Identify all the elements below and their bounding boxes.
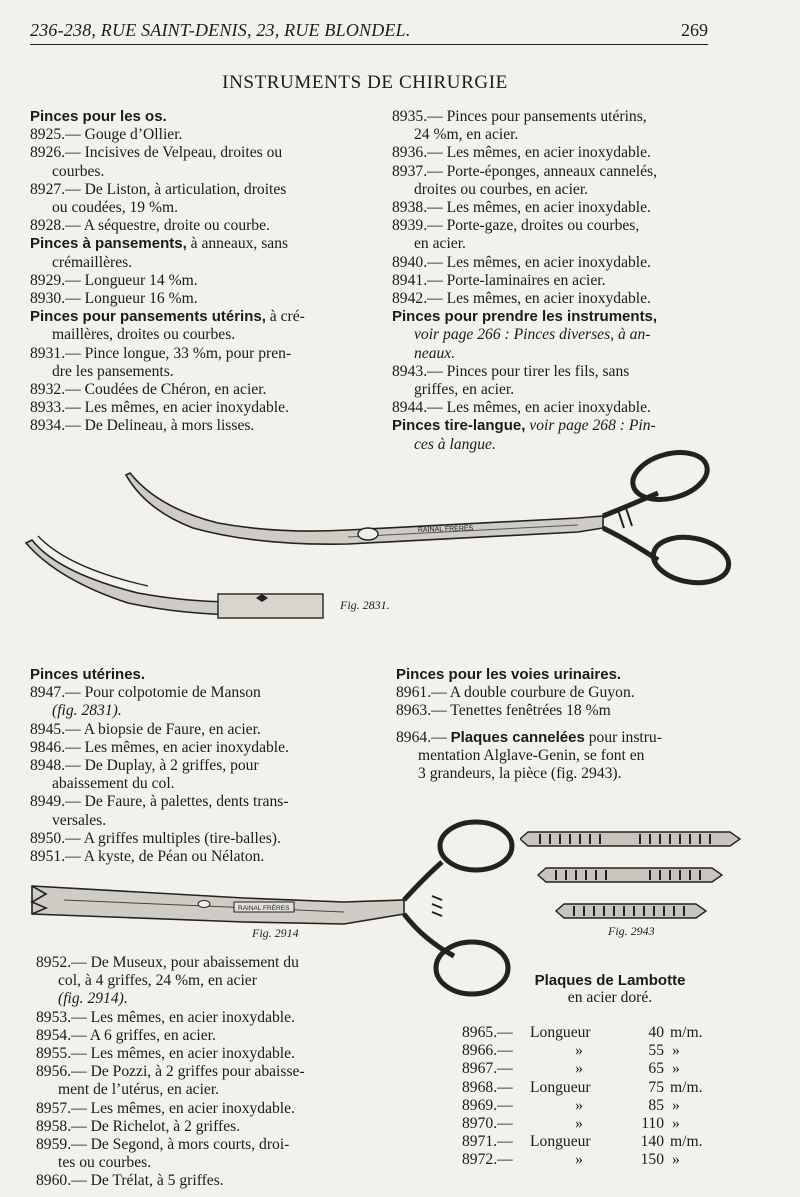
plaque-number: 8965.— bbox=[462, 1024, 513, 1041]
page-title: INSTRUMENTS DE CHIRURGIE bbox=[222, 72, 508, 93]
figure-caption: Fig. 2943 bbox=[608, 924, 655, 938]
plaque-unit: » bbox=[672, 1096, 680, 1114]
section-heading: Pinces à pansements, bbox=[30, 235, 187, 253]
section-heading: Pinces utérines. bbox=[30, 666, 146, 683]
plaque-number: 8966.— bbox=[462, 1042, 513, 1060]
catalog-entry: 8955.— Les mêmes, en acier inoxydable. bbox=[36, 1045, 295, 1063]
plaque-value: 55 bbox=[648, 1042, 664, 1060]
plaque-row bbox=[462, 1097, 712, 1115]
plaque-row bbox=[462, 1024, 712, 1042]
plate-long bbox=[520, 832, 740, 846]
entry-number: 8964.— bbox=[396, 728, 451, 746]
plaque-row bbox=[462, 1115, 712, 1133]
catalog-entry: 8929.— Longueur 14 %m. bbox=[30, 271, 198, 289]
figure-reference: (fig. 2831). bbox=[52, 702, 122, 720]
catalog-entry: 8934.— De Delineau, à mors lisses. bbox=[30, 417, 255, 435]
catalog-entry-cont: griffes, en acier. bbox=[414, 381, 515, 399]
plaque-value: 150 bbox=[640, 1151, 664, 1169]
cross-reference: voir page 266 : Pinces diverses, à an- bbox=[414, 326, 651, 344]
catalog-entry: 8954.— A 6 griffes, en acier. bbox=[36, 1026, 216, 1044]
catalog-entry-line bbox=[396, 729, 716, 747]
plaque-unit: » bbox=[672, 1115, 680, 1133]
plaque-number: 8969.— bbox=[462, 1096, 513, 1114]
plaque-number: 8971.— bbox=[462, 1133, 513, 1151]
catalog-entry: 8952.— De Museux, pour abaissement du bbox=[36, 954, 299, 971]
catalog-entry: 8942.— Les mêmes, en acier inoxydable. bbox=[392, 290, 651, 308]
section-heading: Pinces tire-langue, bbox=[392, 417, 526, 435]
figure-caption: Fig. 2914 bbox=[252, 926, 299, 940]
plaques-subtitle: en acier doré. bbox=[567, 989, 653, 1006]
cross-reference: ces à langue. bbox=[414, 435, 496, 453]
plaques-title: Plaques de Lambotte bbox=[534, 972, 686, 989]
catalog-entry-cont: crémaillères. bbox=[52, 253, 133, 271]
catalog-entry-cont: col, à 4 griffes, 24 %m, en acier bbox=[58, 972, 257, 990]
plaque-unit: » bbox=[672, 1151, 680, 1169]
page-number: 269 bbox=[681, 20, 708, 40]
catalog-entry: 8943.— Pinces pour tirer les fils, sans bbox=[392, 362, 630, 380]
catalog-entry-cont: abaissement du col. bbox=[52, 775, 175, 793]
plaque-unit: m/m. bbox=[670, 1024, 703, 1041]
plaque-label: Longueur bbox=[530, 1133, 591, 1151]
catalog-entry: 8930.— Longueur 16 %m. bbox=[30, 290, 198, 308]
plaque-row bbox=[462, 1151, 712, 1169]
catalog-entry: 8960.— De Trélat, à 5 griffes. bbox=[36, 1172, 224, 1190]
section-heading: Pinces pour les voies urinaires. bbox=[396, 666, 622, 683]
catalog-entry: 8949.— De Faure, à palettes, dents trans- bbox=[30, 793, 289, 811]
cross-reference: neaux. bbox=[414, 344, 456, 362]
mid-right-column bbox=[396, 666, 716, 783]
catalog-entry: 8957.— Les mêmes, en acier inoxydable. bbox=[36, 1099, 295, 1117]
plaques-header bbox=[500, 972, 720, 1007]
plaque-number: 8968.— bbox=[462, 1078, 513, 1096]
catalog-entry-cont: en acier. bbox=[414, 235, 466, 253]
plaques-list bbox=[462, 1024, 712, 1170]
catalog-entry: 8931.— Pince longue, 33 %m, pour pren- bbox=[30, 344, 292, 362]
catalog-entry-cont: ou coudées, 19 %m. bbox=[52, 199, 179, 217]
plaque-row bbox=[462, 1060, 712, 1078]
catalog-entry: 8927.— De Liston, à articulation, droites bbox=[30, 180, 287, 198]
plaque-row bbox=[462, 1079, 712, 1097]
catalog-entry: 8953.— Les mêmes, en acier inoxydable. bbox=[36, 1008, 295, 1026]
catalog-entry-cont: 24 %m, en acier. bbox=[414, 126, 519, 144]
catalog-entry-cont: 3 grandeurs, la pièce (fig. 2943). bbox=[418, 765, 622, 783]
running-header: 236-238, RUE SAINT-DENIS, 23, RUE BLONDEL. bbox=[30, 20, 411, 40]
section-heading: Pinces pour prendre les instruments, bbox=[392, 308, 658, 326]
plaque-label: » bbox=[575, 1096, 583, 1114]
catalog-entry-cont: dre les pansements. bbox=[52, 362, 174, 380]
plaque-number: 8970.— bbox=[462, 1115, 513, 1133]
catalog-entry-cont: versales. bbox=[52, 811, 107, 829]
catalog-entry: 8959.— De Segond, à mors courts, droi- bbox=[36, 1136, 290, 1154]
catalog-entry: 8961.— A double courbure de Guyon. bbox=[396, 684, 635, 702]
catalog-entry-cont: ment de l’utérus, en acier. bbox=[58, 1081, 220, 1099]
figure-reference: (fig. 2914). bbox=[58, 990, 128, 1008]
plaque-label: Longueur bbox=[530, 1024, 591, 1041]
plaque-unit: » bbox=[672, 1060, 680, 1078]
catalog-entry: 8928.— A séquestre, droite ou courbe. bbox=[30, 217, 270, 235]
section-heading-line bbox=[30, 308, 352, 326]
catalog-entry-cont: maillères, droites ou courbes. bbox=[52, 326, 236, 344]
section-heading-line bbox=[392, 417, 710, 435]
plaque-value: 65 bbox=[648, 1060, 664, 1078]
plaque-unit: m/m. bbox=[670, 1133, 703, 1151]
plate-short bbox=[556, 904, 706, 918]
plaque-label: » bbox=[575, 1151, 583, 1169]
catalog-entry: 8926.— Incisives de Velpeau, droites ou bbox=[30, 144, 283, 162]
section-heading: Pinces pour pansements utérins, bbox=[30, 308, 266, 326]
catalog-entry: 8936.— Les mêmes, en acier inoxydable. bbox=[392, 144, 651, 162]
plaque-value: 75 bbox=[648, 1078, 664, 1096]
catalog-entry: 8939.— Porte-gaze, droites ou courbes, bbox=[392, 217, 640, 235]
catalog-entry-cont: tes ou courbes. bbox=[58, 1154, 152, 1172]
catalog-entry: 8956.— De Pozzi, à 2 griffes pour abaisse- bbox=[36, 1063, 305, 1081]
section-heading-line bbox=[30, 235, 352, 253]
plaque-label: » bbox=[575, 1115, 583, 1133]
catalog-entry: 8932.— Coudées de Chéron, en acier. bbox=[30, 381, 267, 399]
plaque-label: » bbox=[575, 1042, 583, 1060]
plaque-value: 110 bbox=[641, 1115, 664, 1133]
catalog-entry: 8925.— Gouge d’Ollier. bbox=[30, 126, 183, 144]
heading-rest: à anneaux, sans bbox=[186, 235, 289, 253]
top-left-column bbox=[30, 108, 352, 436]
catalog-entry: 8935.— Pinces pour pansements utérins, bbox=[392, 108, 647, 125]
section-heading: Pinces pour les os. bbox=[30, 108, 167, 125]
plaque-value: 140 bbox=[640, 1133, 664, 1151]
catalog-entry: 8948.— De Duplay, à 2 griffes, pour bbox=[30, 757, 259, 775]
catalog-entry: 8945.— A biopsie de Faure, en acier. bbox=[30, 720, 261, 738]
catalog-entry: 8951.— A kyste, de Péan ou Nélaton. bbox=[30, 848, 265, 866]
catalog-entry-cont: courbes. bbox=[52, 162, 105, 180]
top-right-column bbox=[392, 108, 710, 454]
plaque-value: 40 bbox=[648, 1024, 664, 1041]
header-rule bbox=[30, 44, 708, 45]
plates-illustration-2943 bbox=[520, 826, 746, 926]
plaque-unit: » bbox=[672, 1042, 680, 1060]
catalog-entry-cont: droites ou courbes, en acier. bbox=[414, 180, 589, 198]
catalog-entry: 8941.— Porte-laminaires en acier. bbox=[392, 271, 606, 289]
maker-stamp: RAINAL FRÈRES bbox=[417, 525, 474, 534]
catalog-entry: 8963.— Tenettes fenêtrées 18 %m bbox=[396, 702, 611, 720]
plaque-row bbox=[462, 1042, 712, 1060]
catalog-entry-cont: mentation Alglave-Genin, se font en bbox=[418, 746, 645, 764]
catalog-entry: 8944.— Les mêmes, en acier inoxydable. bbox=[392, 399, 651, 417]
plaque-row bbox=[462, 1133, 712, 1151]
entry-highlight: Plaques cannelées bbox=[450, 728, 585, 746]
catalog-entry: 8937.— Porte-éponges, anneaux cannelés, bbox=[392, 162, 658, 180]
catalog-entry: 8940.— Les mêmes, en acier inoxydable. bbox=[392, 253, 651, 271]
catalog-entry: 9846.— Les mêmes, en acier inoxydable. bbox=[30, 738, 289, 756]
catalog-entry: 8958.— De Richelot, à 2 griffes. bbox=[36, 1117, 241, 1135]
plaque-value: 85 bbox=[648, 1096, 664, 1114]
plaque-unit: m/m. bbox=[670, 1078, 703, 1096]
bottom-left-column bbox=[36, 954, 354, 1191]
catalog-entry: 8933.— Les mêmes, en acier inoxydable. bbox=[30, 399, 289, 417]
catalog-entry: 8950.— A griffes multiples (tire-balles). bbox=[30, 829, 281, 847]
entry-rest: pour instru- bbox=[584, 728, 662, 746]
cross-reference: voir page 268 : Pin- bbox=[525, 417, 656, 435]
plaque-number: 8967.— bbox=[462, 1060, 513, 1078]
plaque-label: Longueur bbox=[530, 1078, 591, 1096]
catalog-entry: 8938.— Les mêmes, en acier inoxydable. bbox=[392, 199, 651, 217]
figure-caption: Fig. 2831. bbox=[340, 598, 390, 612]
plate-medium bbox=[538, 868, 722, 882]
catalog-entry: 8947.— Pour colpotomie de Manson bbox=[30, 684, 261, 702]
heading-rest: à cré- bbox=[265, 308, 305, 326]
maker-stamp: RAINAL FRÈRES bbox=[238, 905, 290, 912]
plaque-label: » bbox=[575, 1060, 583, 1078]
plaque-number: 8972.— bbox=[462, 1151, 513, 1169]
